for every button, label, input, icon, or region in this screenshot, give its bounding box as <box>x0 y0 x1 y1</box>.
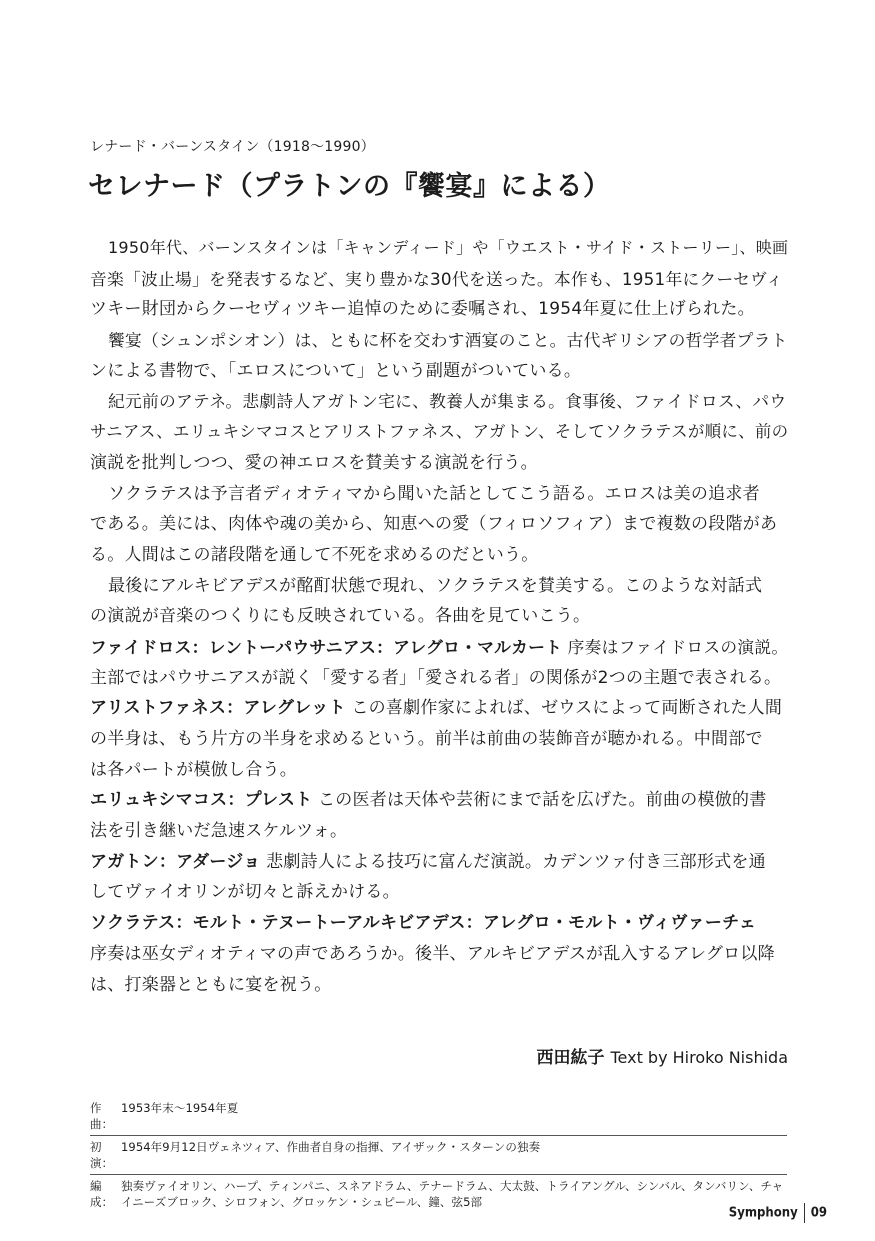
body-line <box>90 847 788 878</box>
body-line <box>90 479 788 510</box>
body-line <box>90 724 788 755</box>
page-footer <box>729 1203 827 1223</box>
movement-heading: ファイドロス：レントーパウサニアス：アレグロ・マルカート <box>90 636 563 657</box>
body-text: 序奏はファイドロスの演説。 <box>562 636 789 657</box>
body-text: 饗宴（シュンポシオン）は、ともに杯を交わす酒宴のこと。古代ギリシアの哲学者プラト <box>108 330 788 351</box>
body-text: 紀元前のアテネ。悲劇詩人アガトン宅に、教養人が集まる。食事後、ファイドロス、パウ <box>108 391 787 412</box>
movement-heading: アガトン：アダージョ <box>90 851 261 872</box>
info-row-composed <box>90 1097 787 1136</box>
footer-divider <box>804 1203 805 1223</box>
author-name-jp: 西田紘子 <box>536 1048 605 1068</box>
info-value: 1953年末〜1954年夏 <box>121 1101 239 1115</box>
page-title: セレナード（プラトンの『饗宴』による） <box>88 171 611 202</box>
body-line <box>90 294 788 325</box>
body-text: サニアス、エリュキシマコスとアリストファネス、アガトン、そしてソクラテスが順に、前の <box>90 422 789 442</box>
body-text: 1950年代、バーンスタインは「キャンディード」や「ウエスト・サイド・ストーリー」、映画 <box>108 238 789 257</box>
info-label: 編成： <box>90 1179 114 1209</box>
body-text: 序奏は巫女ディオティマの声であろうか。後半、アルキビアデスが乱入するアレグロ以降 <box>90 943 775 964</box>
body-line <box>90 877 788 908</box>
body-line <box>90 601 788 632</box>
composer-line: レナード・バーンスタイン（1918〜1990） <box>90 139 375 155</box>
movement-heading: ソクラテス：モルト・テヌートーアルキビアデス：アレグロ・モルト・ヴィヴァーチェ <box>90 913 757 934</box>
body-line <box>90 785 788 816</box>
body-text: この喜劇作家によれば、ゼウスによって両断された人間 <box>345 698 783 719</box>
body-text: の半身は、もう片方の半身を求めるという。前半は前曲の装飾音が聴かれる。中間部で <box>90 729 763 749</box>
body-text: 音楽「波止場」を発表するなど、実り豊かな30代を送った。本作も、1951年にクーセヴィ <box>90 268 784 289</box>
body-line <box>90 325 788 356</box>
article-body <box>90 233 788 1000</box>
page-number: 09 <box>810 1205 827 1221</box>
info-row-instrumentation <box>90 1175 787 1213</box>
body-text: る。人間はこの諸段階を通して不死を求めるのだという。 <box>90 544 539 565</box>
body-text: 演説を批判しつつ、愛の神エロスを賛美する演説を行う。 <box>90 452 538 473</box>
body-text: の演説が音楽のつくりにも反映されている。各曲を見ていこう。 <box>90 606 591 627</box>
body-line <box>90 356 788 387</box>
body-text: ンによる書物で、「エロスについて」という副題がついている。 <box>90 360 582 381</box>
body-text: ツキー財団からクーセヴィツキー追悼のために委嘱され、1954年夏に仕上げられた。 <box>90 299 755 320</box>
work-info <box>90 1097 787 1213</box>
body-text: 法を引き継いだ急速スケルツォ。 <box>90 821 348 842</box>
magazine-name: Symphony <box>728 1205 798 1221</box>
info-row-premiere <box>90 1136 787 1175</box>
body-line <box>90 233 788 264</box>
author-credit <box>536 1043 788 1068</box>
movement-heading: エリュキシマコス：プレスト <box>90 790 313 811</box>
body-text: である。美には、肉体や魂の美から、知恵への愛（フィロソフィア）まで複数の段階があ <box>90 514 778 535</box>
author-name-en: Text by Hiroko Nishida <box>610 1048 788 1067</box>
body-line <box>90 509 788 540</box>
body-text: してヴァイオリンが切々と訴えかける。 <box>90 882 400 903</box>
body-line <box>90 693 788 724</box>
body-text: 最後にアルキビアデスが酩酊状態で現れ、ソクラテスを賛美する。このような対話式 <box>108 575 763 596</box>
body-line <box>90 264 788 295</box>
info-label: 初演： <box>90 1140 114 1170</box>
body-text: は各パートが模倣し合う。 <box>90 759 297 780</box>
body-line <box>90 417 788 448</box>
body-line <box>90 908 788 939</box>
body-line <box>90 663 788 694</box>
body-line <box>90 816 788 847</box>
body-line <box>90 632 788 663</box>
body-text: この医者は天体や芸術にまで話を広げた。前曲の模倣的書 <box>312 790 767 811</box>
body-line <box>90 540 788 571</box>
info-value: 1954年9月12日ヴェネツィア、作曲者自身の指揮、アイザック・スターンの独奏 <box>121 1140 541 1154</box>
body-line <box>90 755 788 786</box>
body-text: ソクラテスは予言者ディオティマから聞いた話としてこう語る。エロスは美の追求者 <box>108 483 760 504</box>
body-line <box>90 448 788 479</box>
body-text: 主部ではパウサニアスが説く「愛する者」「愛される者」の関係が2つの主題で表される。 <box>90 667 782 688</box>
body-text: 悲劇詩人による技巧に富んだ演説。カデンツァ付き三部形式を通 <box>260 851 766 872</box>
body-line <box>90 386 788 417</box>
movement-heading: アリストファネス：アレグレット <box>90 698 346 719</box>
info-value: 独奏ヴァイオリン、ハープ、ティンパニ、スネアドラム、テナードラム、大太鼓、トライアングル、シンバル、タンバリン、チャイニーズブロック、シロフォン、グロッケン・シュピール、鐘、弦5部 <box>121 1179 784 1209</box>
body-line <box>90 970 788 1001</box>
body-text: は、打楽器とともに宴を祝う。 <box>90 974 332 995</box>
info-label: 作曲： <box>90 1101 114 1131</box>
body-line <box>90 939 788 970</box>
body-line <box>90 571 788 602</box>
